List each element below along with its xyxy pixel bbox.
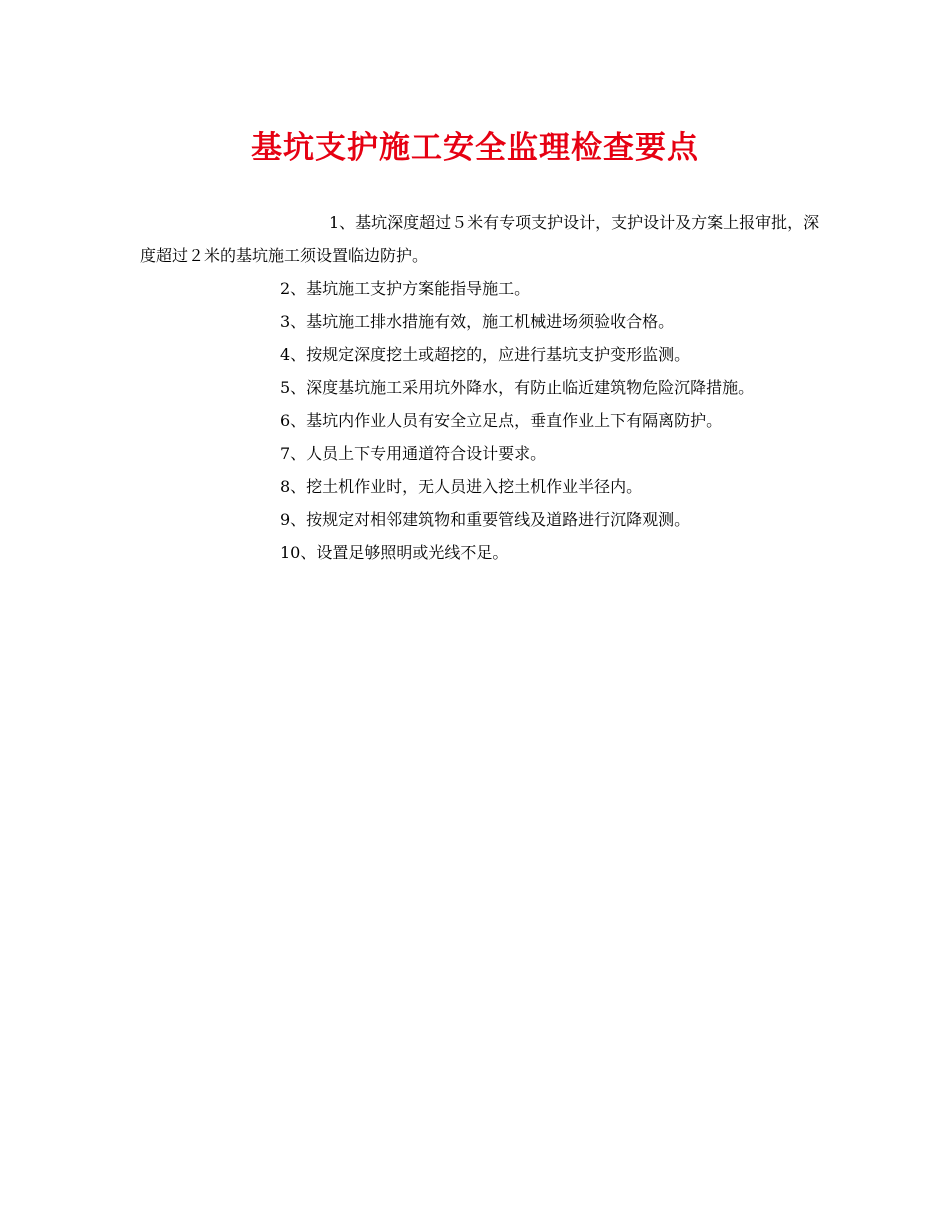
list-item: 4、按规定深度挖土或超挖的，应进行基坑支护变形监测。 xyxy=(280,345,691,364)
document-body xyxy=(140,206,830,569)
list-item: 2、基坑施工支护方案能指导施工。 xyxy=(280,279,531,298)
list-item: 9、按规定对相邻建筑物和重要管线及道路进行沉降观测。 xyxy=(280,510,691,529)
document-title: 基坑支护施工安全监理检查要点 xyxy=(251,130,699,166)
list-item: 8、挖土机作业时，无人员进入挖土机作业半径内。 xyxy=(280,477,643,496)
list-item: 7、人员上下专用通道符合设计要求。 xyxy=(280,444,547,463)
list-item: 3、基坑施工排水措施有效，施工机械进场须验收合格。 xyxy=(280,312,675,331)
list-item: 1、基坑深度超过５米有专项支护设计，支护设计及方案上报审批，深度超过２米的基坑施工须设置临边防护。 xyxy=(140,213,820,265)
list-item: 10、设置足够照明或光线不足。 xyxy=(280,543,509,562)
list-item: 5、深度基坑施工采用坑外降水，有防止临近建筑物危险沉降措施。 xyxy=(280,378,755,397)
list-item: 6、基坑内作业人员有安全立足点，垂直作业上下有隔离防护。 xyxy=(280,411,723,430)
